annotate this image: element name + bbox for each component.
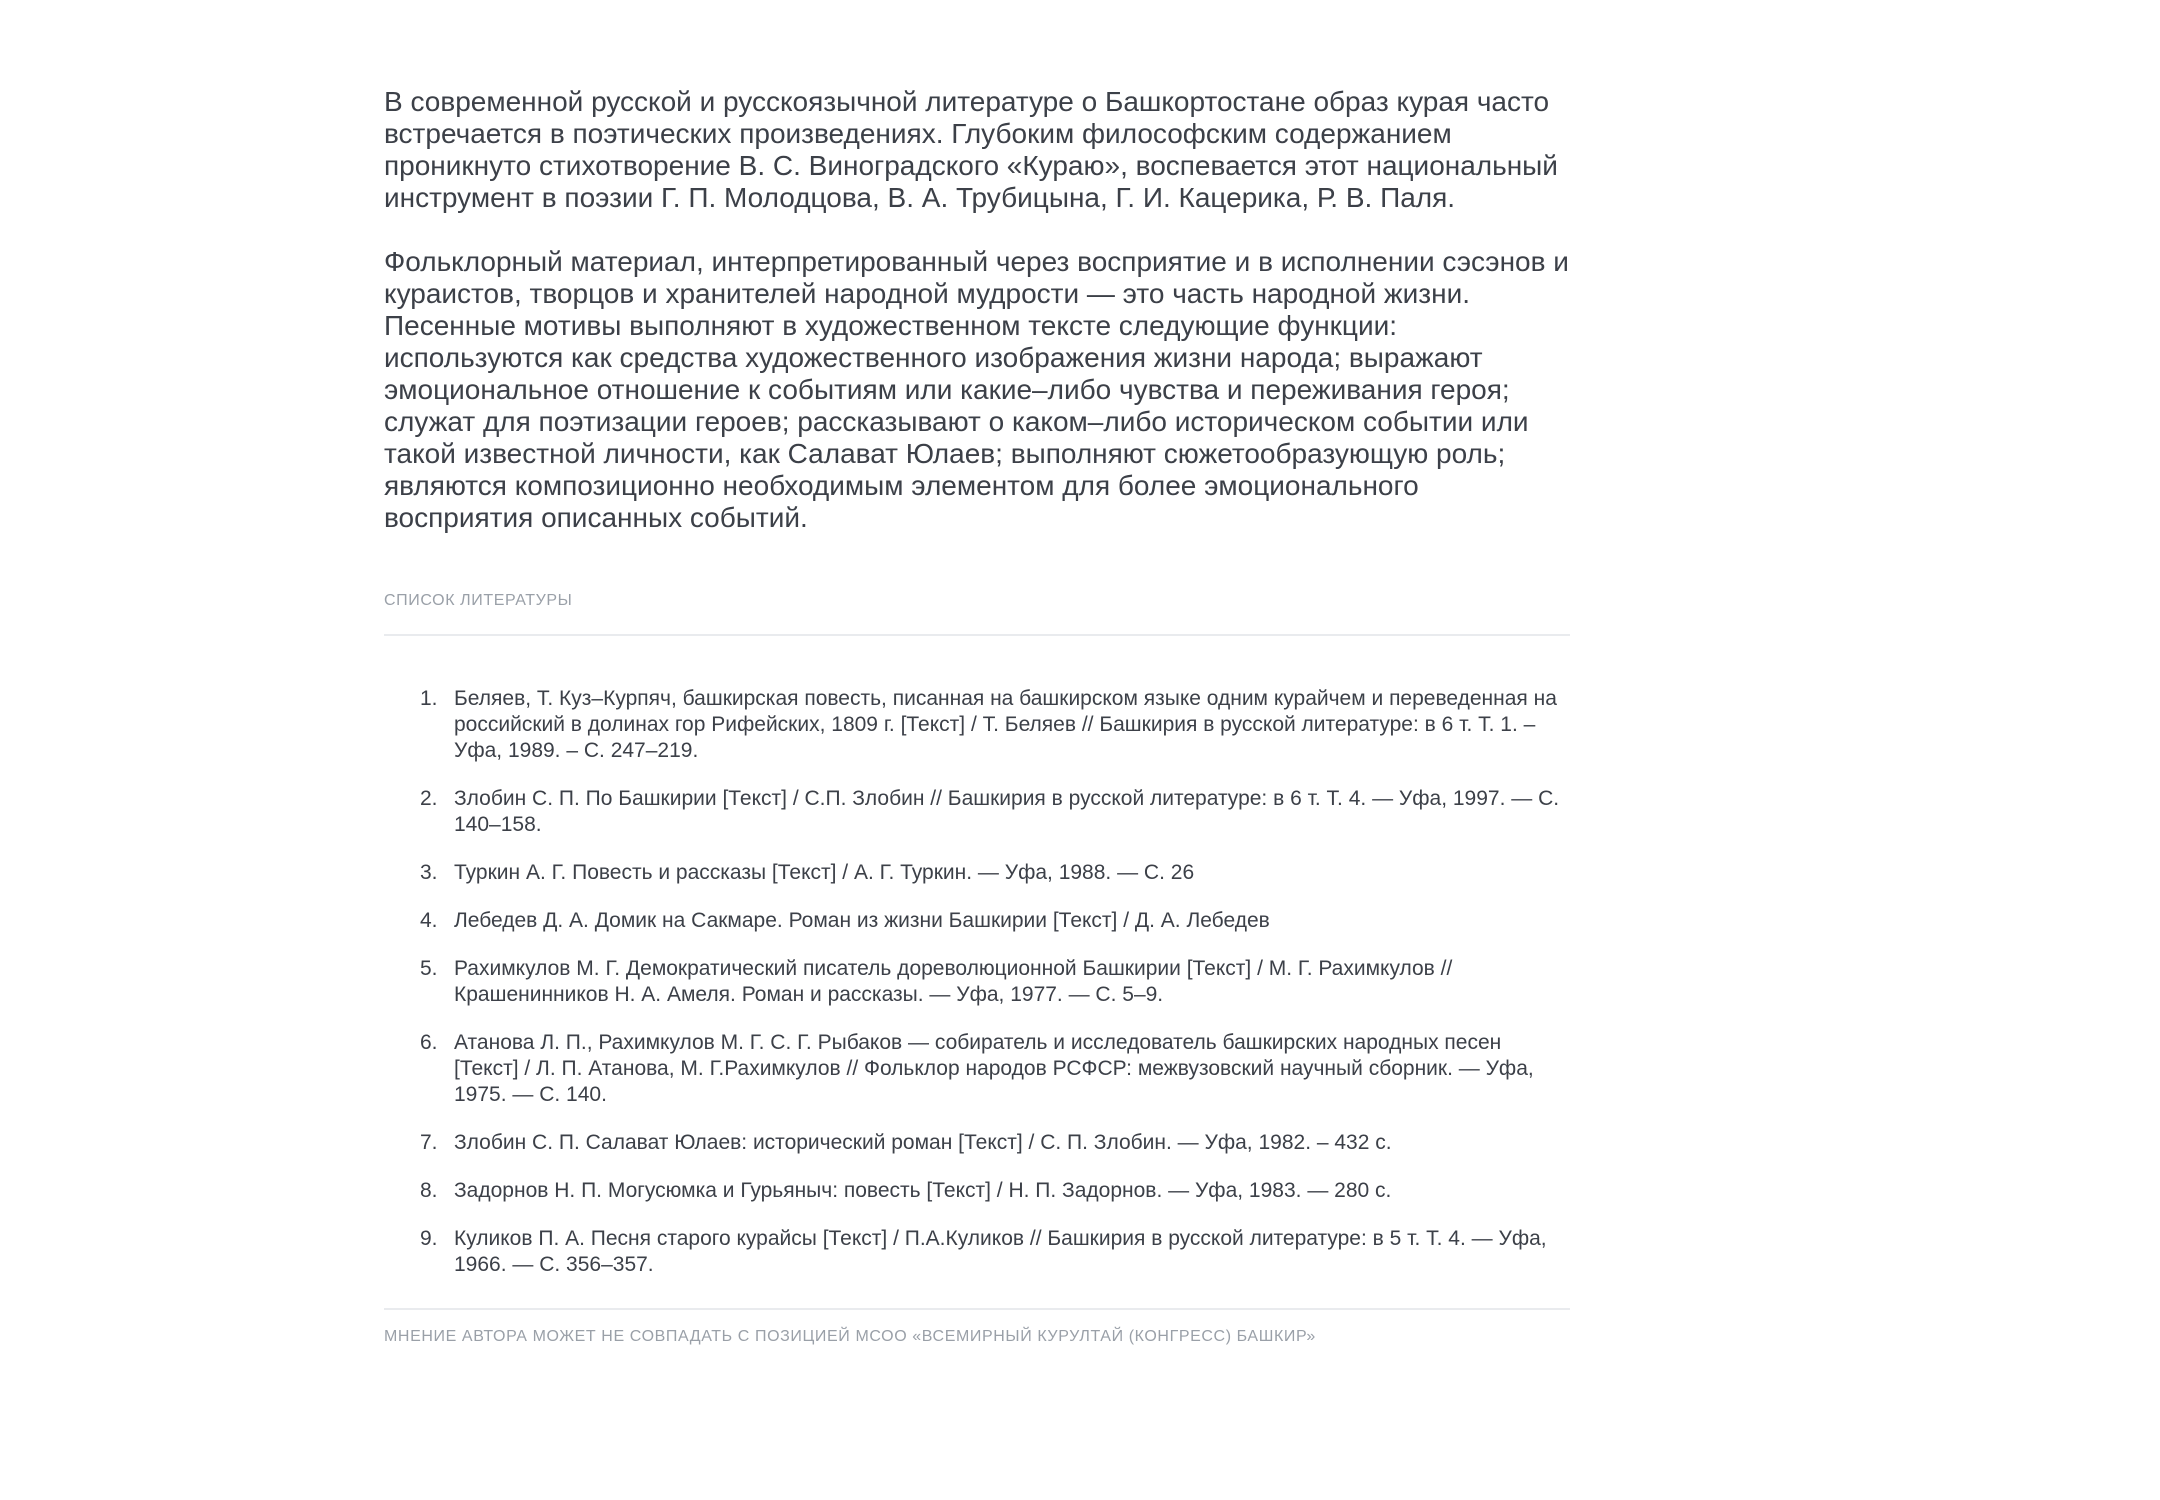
- reference-item-9: [384, 1226, 1570, 1278]
- reference-text: Туркин А. Г. Повесть и рассказы [Текст] / А. Г. Туркин. — Уфа, 1988. — С. 26: [454, 861, 1195, 884]
- reference-number: 9.: [420, 1227, 438, 1250]
- article-paragraph-1: В современной русской и русскоязычной литературе о Башкортостане образ курая часто встречается в поэтических произведениях. Глубоким философским содержанием проникнуто стихотворение В. С. Виноградского «Кураю», воспевается этот национальный инструмент в поэзии Г. П. Молодцова, В. А. Трубицына, Г. И. Кацерика, Р. В. Паля.: [384, 86, 1558, 213]
- author-disclaimer: МНЕНИЕ АВТОРА МОЖЕТ НЕ СОВПАДАТЬ С ПОЗИЦИЕЙ МСОО «ВСЕМИРНЫЙ КУРУЛТАЙ (КОНГРЕСС) БАШКИР»: [384, 1328, 1316, 1345]
- references-list: [384, 686, 1570, 1278]
- reference-item-7: [384, 1130, 1570, 1156]
- reference-text: Беляев, Т. Куз–Курпяч, башкирская повесть, писанная на башкирском языке одним курайчем и переведенная на российский в долинах гор Рифейских, 1809 г. [Текст] / Т. Беляев // Башкирия в русской литературе: в 6 т. Т. 1. – Уфа, 1989. – С. 247–219.: [454, 687, 1557, 762]
- reference-number: 8.: [420, 1179, 438, 1202]
- reference-text: Злобин С. П. Салават Юлаев: исторический роман [Текст] / С. П. Злобин. — Уфа, 1982. – 432 с.: [454, 1131, 1392, 1154]
- reference-item-3: [384, 860, 1570, 886]
- reference-number: 6.: [420, 1031, 438, 1054]
- reference-number: 5.: [420, 957, 438, 980]
- reference-item-6: [384, 1030, 1570, 1108]
- article-paragraph-2: Фольклорный материал, интерпретированный через восприятие и в исполнении сэсэнов и кураистов, творцов и хранителей народной мудрости — это часть народной жизни. Песенные мотивы выполняют в художественном тексте следующие функции: используются как средства художественного изображения жизни народа; выражают эмоциональное отношение к событиям или какие–либо чувства и переживания героя; служат для поэтизации героев; рассказывают о каком–либо историческом событии или такой известной личности, как Салават Юлаев; выполняют сюжетообразующую роль; являются композиционно необходимым элементом для более эмоционального восприятия описанных событий.: [384, 246, 1569, 533]
- reference-number: 3.: [420, 861, 438, 884]
- reference-text: Рахимкулов М. Г. Демократический писатель дореволюционной Башкирии [Текст] / М. Г. Рахимкулов // Крашенинников Н. А. Амеля. Роман и рассказы. — Уфа, 1977. — С. 5–9.: [454, 957, 1453, 1006]
- references-divider-top: [384, 634, 1570, 636]
- reference-item-2: [384, 786, 1570, 838]
- reference-text: Атанова Л. П., Рахимкулов М. Г. С. Г. Рыбаков — собиратель и исследователь башкирских народных песен [Текст] / Л. П. Атанова, М. Г.Рахимкулов // Фольклор народов РСФСР: межвузовский научный сборник. — Уфа, 1975. — С. 140.: [454, 1031, 1534, 1106]
- reference-item-1: [384, 686, 1570, 764]
- reference-text: Задорнов Н. П. Могусюмка и Гурьяныч: повесть [Текст] / Н. П. Задорнов. — Уфа, 1983. — 280 с.: [454, 1179, 1392, 1202]
- footer-divider: [384, 1308, 1570, 1310]
- reference-number: 7.: [420, 1131, 438, 1154]
- reference-number: 2.: [420, 787, 438, 810]
- reference-text: Лебедев Д. А. Домик на Сакмаре. Роман из жизни Башкирии [Текст] / Д. А. Лебедев: [454, 909, 1270, 932]
- article-content: [384, 86, 1570, 1346]
- reference-text: Куликов П. А. Песня старого курайсы [Текст] / П.А.Куликов // Башкирия в русской литературе: в 5 т. Т. 4. — Уфа, 1966. — С. 356–357.: [454, 1227, 1547, 1276]
- references-heading: СПИСОК ЛИТЕРАТУРЫ: [384, 592, 573, 609]
- reference-number: 1.: [420, 687, 438, 710]
- reference-item-4: [384, 908, 1570, 934]
- reference-item-8: [384, 1178, 1570, 1204]
- reference-text: Злобин С. П. По Башкирии [Текст] / С.П. Злобин // Башкирия в русской литературе: в 6 т. Т. 4. — Уфа, 1997. — С. 140–158.: [454, 787, 1560, 836]
- reference-item-5: [384, 956, 1570, 1008]
- reference-number: 4.: [420, 909, 438, 932]
